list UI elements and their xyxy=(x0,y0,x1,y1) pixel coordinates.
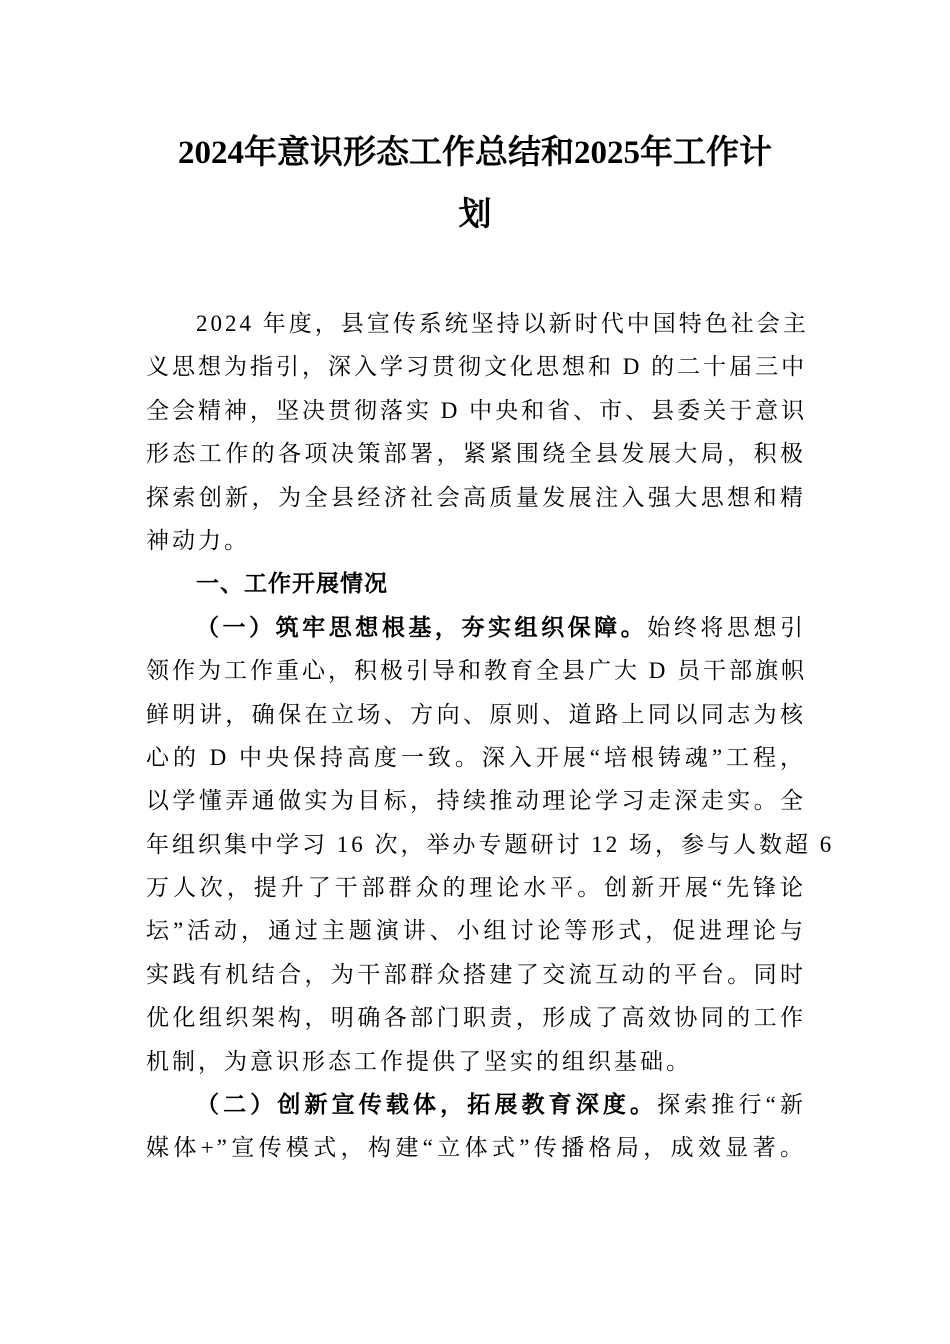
paragraph-line: 年组织集中学习 16 次，举办专题研讨 12 场，参与人数超 6 xyxy=(146,831,835,857)
document-body xyxy=(146,302,835,1170)
paragraph-line: 神动力。 xyxy=(146,527,250,553)
paragraph-text: 始终将思想引 xyxy=(647,614,807,640)
paragraph-line: 以学懂弄通做实为目标，持续推动理论学习走深走实。全 xyxy=(146,788,806,814)
paragraph-line xyxy=(146,606,806,649)
subsection-1-paragraph xyxy=(146,606,835,1083)
paragraph-line: 2024 年度，县宣传系统坚持以新时代中国特色社会主 xyxy=(196,311,809,336)
section-heading: 一、工作开展情况 xyxy=(196,570,388,597)
paragraph-line: 领作为工作重心，积极引导和教育全县广大 D 员干部旗帜 xyxy=(146,658,808,684)
paragraph-line: 全会精神，坚决贯彻落实 D 中央和省、市、县委关于意识 xyxy=(146,397,808,423)
paragraph-line: 形态工作的各项决策部署，紧紧围绕全县发展大局，积极 xyxy=(146,441,806,467)
paragraph-text: 探索推行“新 xyxy=(657,1092,806,1118)
title-line-1: 2024年意识形态工作总结和2025年工作计 xyxy=(178,135,772,171)
paragraph-line: 实践有机结合，为干部群众搭建了交流互动的平台。同时 xyxy=(146,961,806,987)
paragraph-line: 万人次，提升了干部群众的理论水平。创新开展“先锋论 xyxy=(146,875,806,901)
paragraph-line: 鲜明讲，确保在立场、方向、原则、道路上同以同志为核 xyxy=(146,701,806,727)
paragraph-line: 机制，为意识形态工作提供了坚实的组织基础。 xyxy=(146,1048,692,1074)
subsection-lead: （一）筑牢思想根基，夯实组织保障。 xyxy=(196,614,648,640)
intro-paragraph xyxy=(146,302,809,562)
paragraph-line: 优化组织架构，明确各部门职责，形成了高效协同的工作 xyxy=(146,1005,806,1031)
paragraph-line: 媒体+”宣传模式，构建“立体式”传播格局，成效显著。 xyxy=(146,1135,806,1161)
paragraph-line: 心的 D 中央保持高度一致。深入开展“培根铸魂”工程， xyxy=(146,744,806,770)
paragraph-line: 坛”活动，通过主题演讲、小组讨论等形式，促进理论与 xyxy=(146,918,806,944)
paragraph-line: 探索创新，为全县经济社会高质量发展注入强大思想和精 xyxy=(146,484,806,510)
title-line-2: 划 xyxy=(458,197,492,233)
subsection-lead: （二）创新宣传载体，拓展教育深度。 xyxy=(196,1092,658,1118)
subsection-2-paragraph xyxy=(146,1083,806,1170)
document-title xyxy=(140,122,810,246)
paragraph-line xyxy=(146,1083,806,1126)
paragraph-line: 义思想为指引，深入学习贯彻文化思想和 D 的二十届三中 xyxy=(146,354,808,380)
